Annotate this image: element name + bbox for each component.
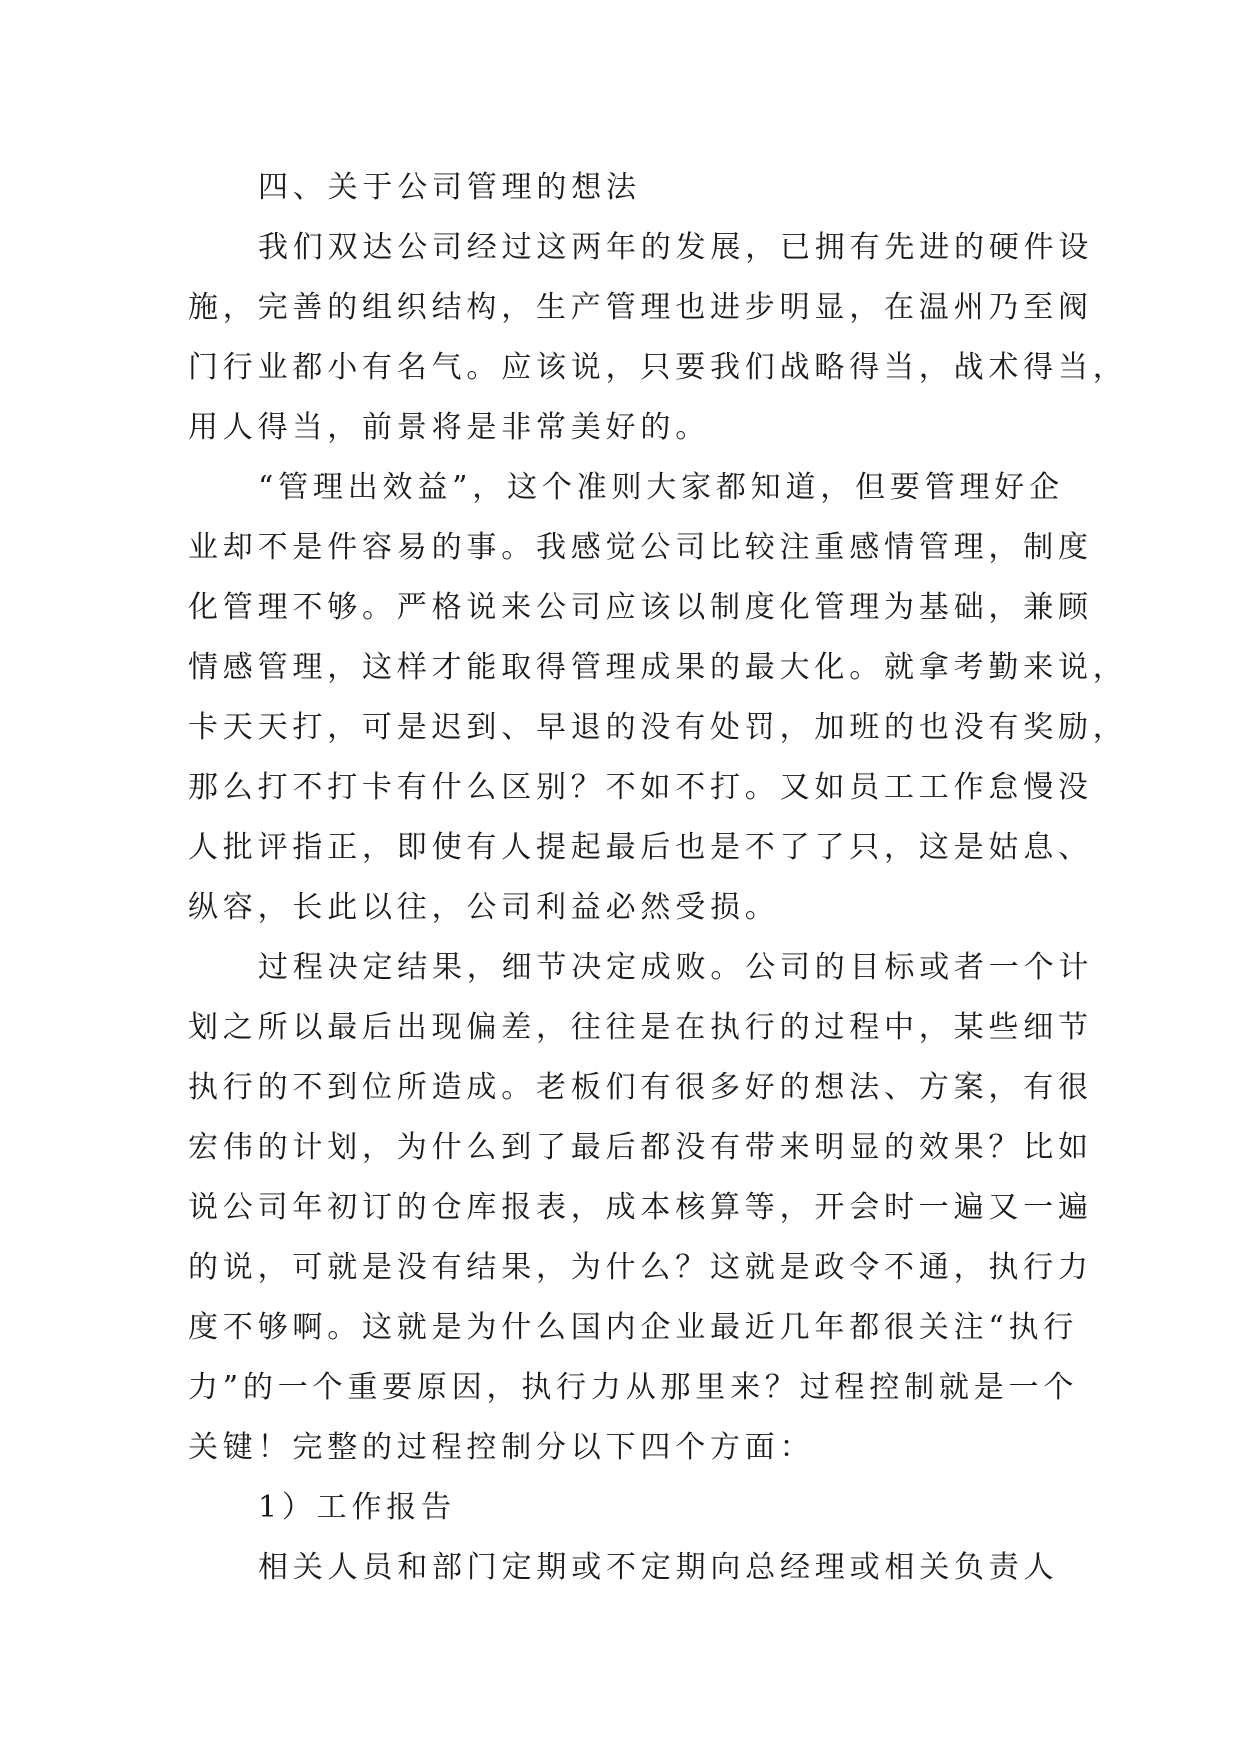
paragraph-line: 情感管理，这样才能取得管理成果的最大化。就拿考勤来说， — [188, 650, 1128, 685]
paragraph-line: 卡天天打，可是迟到、早退的没有处罚，加班的也没有奖励， — [188, 710, 1128, 745]
paragraph-line: 门行业都小有名气。应该说，只要我们战略得当，战术得当， — [188, 350, 1128, 385]
paragraph-line: 的说，可就是没有结果，为什么？这就是政令不通，执行力 — [188, 1250, 1093, 1285]
paragraph-line: 业却不是件容易的事。我感觉公司比较注重感情管理，制度 — [188, 530, 1093, 565]
paragraph-line: 划之所以最后出现偏差，往往是在执行的过程中，某些细节 — [188, 1010, 1093, 1045]
paragraph-line: 化管理不够。严格说来公司应该以制度化管理为基础，兼顾 — [188, 590, 1093, 625]
paragraph-line: 度不够啊。这就是为什么国内企业最近几年都很关注“执行 — [188, 1310, 1079, 1345]
paragraph-line: 力”的一个重要原因，执行力从那里来？过程控制就是一个 — [188, 1370, 1079, 1405]
paragraph-line: 我们双达公司经过这两年的发展，已拥有先进的硬件设 — [258, 230, 1094, 265]
body-text — [188, 158, 1128, 1598]
paragraph-line: 那么打不打卡有什么区别？不如不打。又如员工工作怠慢没 — [188, 770, 1093, 805]
paragraph-line: 宏伟的计划，为什么到了最后都没有带来明显的效果？比如 — [188, 1130, 1093, 1165]
paragraph-line: 关键！完整的过程控制分以下四个方面： — [188, 1430, 815, 1465]
list-item-heading: 1）工作报告 — [258, 1490, 456, 1525]
section-heading: 四、关于公司管理的想法 — [258, 170, 641, 205]
paragraph-line: “管理出效益”，这个准则大家都知道，但要管理好企 — [258, 470, 1064, 505]
paragraph-line: 施，完善的组织结构，生产管理也进步明显，在温州乃至阀 — [188, 290, 1093, 325]
paragraph-line: 纵容，长此以往，公司利益必然受损。 — [188, 890, 780, 925]
paragraph-line: 相关人员和部门定期或不定期向总经理或相关负责人 — [258, 1550, 1059, 1585]
paragraph-line: 过程决定结果，细节决定成败。公司的目标或者一个计 — [258, 950, 1094, 985]
paragraph-line: 执行的不到位所造成。老板们有很多好的想法、方案，有很 — [188, 1070, 1093, 1105]
paragraph-line: 用人得当，前景将是非常美好的。 — [188, 410, 710, 445]
paragraph-line: 说公司年初订的仓库报表，成本核算等，开会时一遍又一遍 — [188, 1190, 1093, 1225]
paragraph-line: 人批评指正，即使有人提起最后也是不了了只，这是姑息、 — [188, 830, 1093, 865]
